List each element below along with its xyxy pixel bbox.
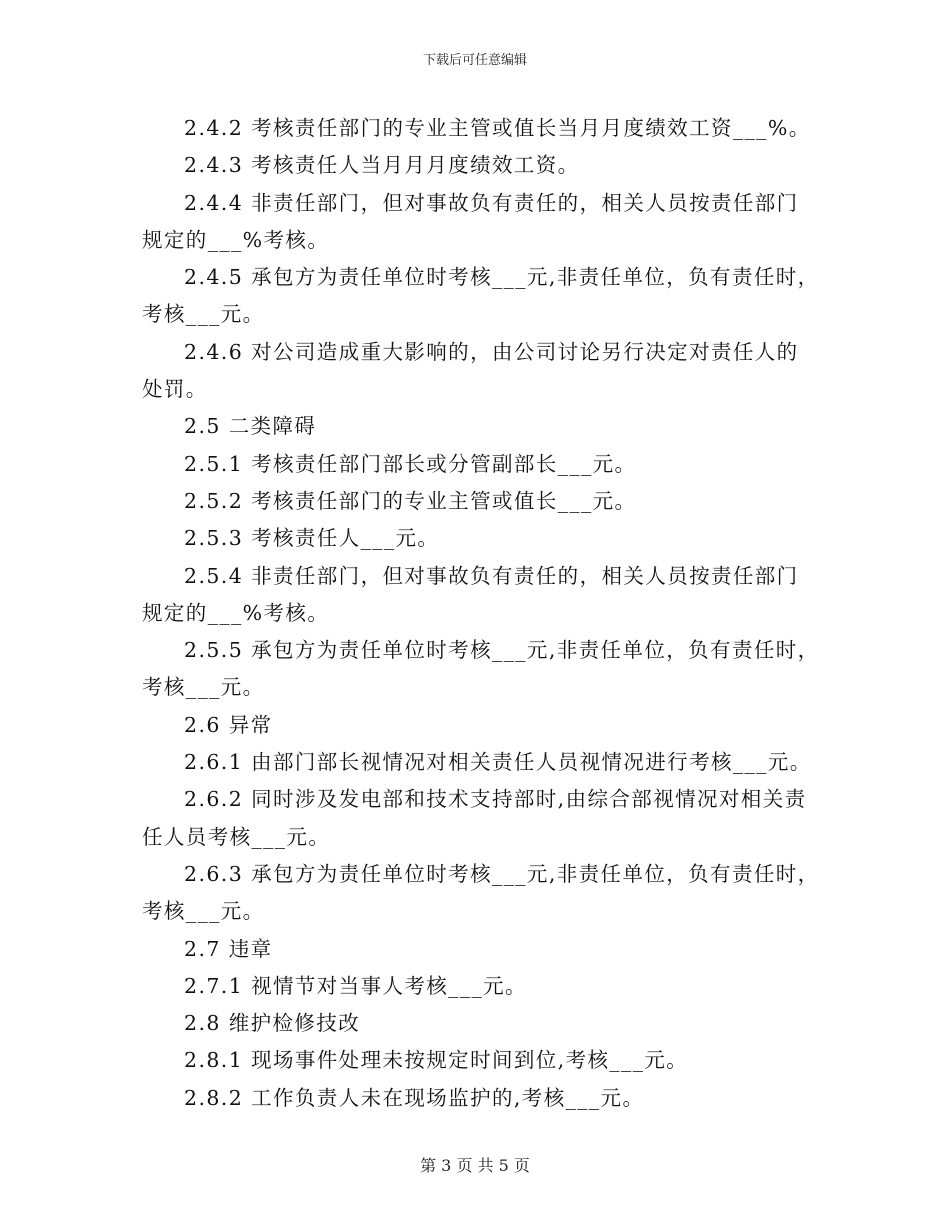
paragraph-2-7-1: 2.7.1 视情节对当事人考核___元。	[184, 973, 527, 998]
paragraph-2-6-3-cont: 考核___元。	[142, 899, 265, 924]
page-header: 下载后可任意编辑	[422, 53, 527, 68]
paragraph-2-4-6: 2.4.6 对公司造成重大影响的，由公司讨论另行决定对责任人的	[184, 339, 799, 364]
section-heading-2-5: 2.5 二类障碍	[184, 414, 317, 439]
paragraph-2-6-1: 2.6.1 由部门部长视情况对相关责任人员视情况进行考核___元。	[184, 750, 812, 775]
paragraph-2-4-5: 2.4.5 承包方为责任单位时考核___元,非责任单位，负有责任时，	[184, 265, 820, 290]
paragraph-2-4-3: 2.4.3 考核责任人当月月月度绩效工资。	[184, 153, 580, 178]
document-body	[142, 110, 820, 1117]
paragraph-2-5-1: 2.5.1 考核责任部门部长或分管副部长___元。	[184, 451, 637, 476]
paragraph-2-6-3: 2.6.3 承包方为责任单位时考核___元,非责任单位，负有责任时，	[184, 861, 820, 886]
paragraph-2-4-6-cont: 处罚。	[142, 377, 208, 402]
paragraph-2-5-3: 2.5.3 考核责任人___元。	[184, 526, 440, 551]
paragraph-2-6-2-cont: 任人员考核___元。	[142, 824, 331, 849]
paragraph-2-5-5: 2.5.5 承包方为责任单位时考核___元,非责任单位，负有责任时，	[184, 638, 820, 663]
paragraph-2-5-4-cont: 规定的___%考核。	[142, 600, 330, 625]
section-heading-2-8: 2.8 维护检修技改	[184, 1011, 361, 1036]
section-heading-2-6: 2.6 异常	[184, 712, 273, 737]
paragraph-2-5-2: 2.5.2 考核责任部门的专业主管或值长___元。	[184, 488, 637, 513]
paragraph-2-6-2: 2.6.2 同时涉及发电部和技术支持部时,由综合部视情况对相关责	[184, 787, 807, 812]
section-heading-2-7: 2.7 违章	[184, 936, 273, 961]
paragraph-2-5-4: 2.5.4 非责任部门，但对事故负有责任的，相关人员按责任部门	[184, 563, 799, 588]
paragraph-2-8-2: 2.8.2 工作负责人未在现场监护的,考核___元。	[184, 1085, 645, 1110]
paragraph-2-4-4: 2.4.4 非责任部门，但对事故负有责任的，相关人员按责任部门	[184, 190, 799, 215]
paragraph-2-4-2: 2.4.2 考核责任部门的专业主管或值长当月月度绩效工资___%。	[184, 116, 811, 140]
paragraph-2-4-5-cont: 考核___元。	[142, 302, 265, 327]
paragraph-2-5-5-cont: 考核___元。	[142, 675, 265, 700]
paragraph-2-4-4-cont: 规定的___%考核。	[142, 227, 330, 252]
paragraph-2-8-1: 2.8.1 现场事件处理未按规定时间到位,考核___元。	[184, 1048, 689, 1073]
page-number: 第 3 页 共 5 页	[420, 1156, 530, 1175]
